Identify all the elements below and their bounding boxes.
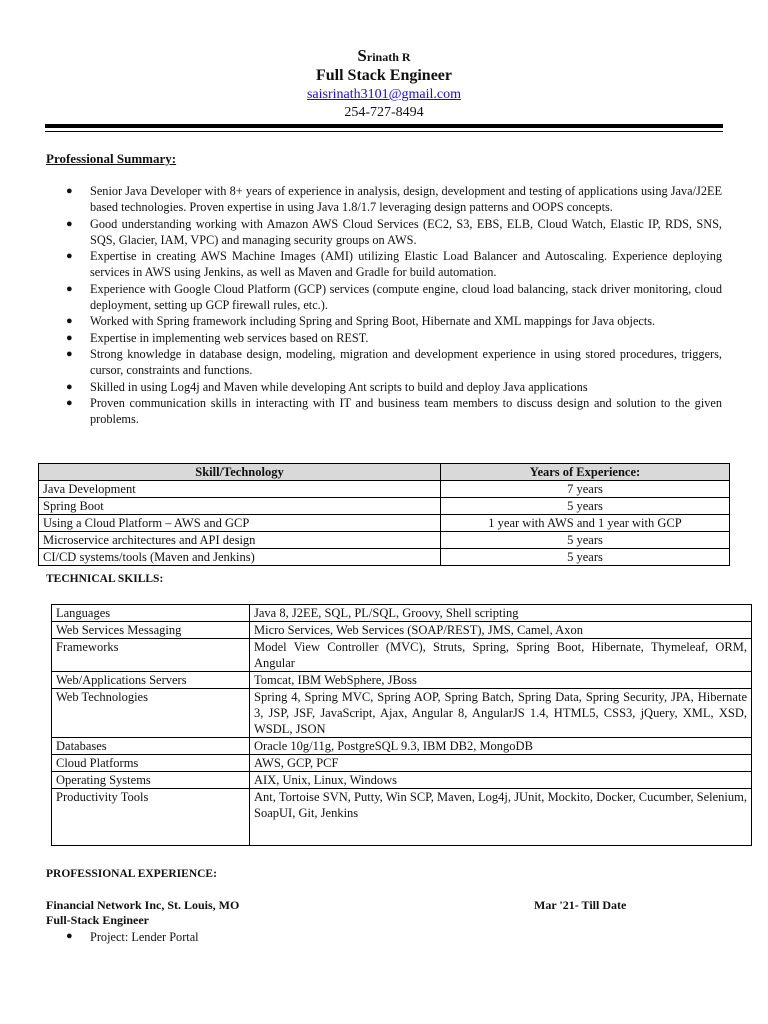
candidate-name: [0, 48, 768, 65]
skill-cell: Java Development: [39, 481, 441, 498]
table-row: [39, 498, 730, 515]
years-cell: 1 year with AWS and 1 year with GCP: [441, 515, 730, 532]
resume-header: [0, 48, 768, 122]
experience-table: [38, 463, 730, 566]
name-rest: rinath R: [366, 50, 411, 64]
list-item: [66, 313, 722, 329]
items-cell: Java 8, J2EE, SQL, PL/SQL, Groovy, Shell scripting: [250, 605, 752, 622]
table-row: [52, 738, 752, 755]
items-cell: Micro Services, Web Services (SOAP/REST), JMS, Camel, Axon: [250, 622, 752, 639]
skill-cell: Microservice architectures and API design: [39, 532, 441, 549]
table-row: [52, 789, 752, 846]
bullet-text: Proven communication skills in interacting with IT and business team members to discuss design and solution to the given problems.: [90, 396, 722, 426]
bullet-icon: ●: [66, 282, 73, 295]
table-row: [52, 672, 752, 689]
bullet-icon: ●: [66, 930, 73, 942]
phone-number: 254-727-8494: [344, 105, 424, 120]
header-years: Years of Experience:: [441, 464, 730, 481]
technical-skills-table: [51, 604, 752, 846]
items-cell: Ant, Tortoise SVN, Putty, Win SCP, Maven, Log4j, JUnit, Mockito, Docker, Cucumber, Selenium, SoapUI, Git, Jenkins: [250, 789, 752, 846]
list-item: [66, 330, 722, 346]
role-title: Full-Stack Engineer: [46, 913, 150, 927]
professional-experience-heading: PROFESSIONAL EXPERIENCE:: [46, 868, 217, 880]
years-cell: 7 years: [441, 481, 730, 498]
employment-dates: Mar '21- Till Date: [534, 898, 627, 912]
summary-heading: Professional Summary:: [46, 151, 177, 166]
items-cell: Model View Controller (MVC), Struts, Spring, Spring Boot, Hibernate, Thymeleaf, ORM, Angular: [250, 639, 752, 672]
items-cell: AWS, GCP, PCF: [250, 755, 752, 772]
bullet-icon: ●: [66, 331, 73, 344]
category-cell: Operating Systems: [52, 772, 250, 789]
bullet-icon: ●: [66, 185, 73, 197]
items-cell: AIX, Unix, Linux, Windows: [250, 772, 752, 789]
bullet-icon: ●: [66, 217, 73, 230]
table-row: [52, 689, 752, 738]
company-name: Financial Network Inc, St. Louis, MO: [46, 898, 240, 912]
items-cell: Tomcat, IBM WebSphere, JBoss: [250, 672, 752, 689]
bullet-text: Experience with Google Cloud Platform (GCP) services (compute engine, cloud load balancing, stack driver monitoring, cloud deployment, setting up GCP firewall rules, etc.).: [90, 281, 722, 312]
bullet-text: Worked with Spring framework including Spring and Spring Boot, Hibernate and XML mappings for Java objects.: [90, 314, 656, 328]
list-item: [66, 216, 722, 248]
items-cell: Oracle 10g/11g, PostgreSQL 9.3, IBM DB2, MongoDB: [250, 738, 752, 755]
bullet-icon: ●: [66, 348, 73, 360]
header-divider-thick: [45, 124, 723, 128]
years-cell: 5 years: [441, 532, 730, 549]
table-row: [52, 605, 752, 622]
table-row: [39, 481, 730, 498]
summary-list: [66, 183, 722, 428]
category-cell: Databases: [52, 738, 250, 755]
category-cell: Productivity Tools: [52, 789, 250, 846]
bullet-icon: ●: [66, 397, 73, 409]
category-cell: Frameworks: [52, 639, 250, 672]
table-row: [52, 622, 752, 639]
job-title: Full Stack Engineer: [315, 67, 452, 84]
years-cell: 5 years: [441, 549, 730, 566]
bullet-text: Skilled in using Log4j and Maven while developing Ant scripts to build and deploy Java applications: [90, 379, 588, 394]
bullet-text: Senior Java Developer with 8+ years of experience in analysis, design, development and testing of applications using Java/J2EE based technologies. Proven expertise in using Java 1.8/1.7 leveraging design patterns and OOPS concepts.: [90, 184, 722, 214]
bullet-icon: ●: [66, 315, 73, 327]
bullet-text: Good understanding working with Amazon AWS Cloud Services (EC2, S3, EBS, ELB, Cloud Watch, Elastic IP, RDS, SNS, SQS, Glacier, IAM, VPC) and managing security groups on AWS.: [90, 216, 722, 247]
skill-cell: Spring Boot: [39, 498, 441, 515]
table-row: [39, 532, 730, 549]
bullet-icon: ●: [66, 380, 73, 393]
bullet-icon: ●: [66, 250, 73, 262]
years-cell: 5 years: [441, 498, 730, 515]
header-skill: Skill/Technology: [39, 464, 441, 481]
table-header-row: [39, 464, 730, 481]
category-cell: Web Technologies: [52, 689, 250, 738]
bullet-text: Expertise in implementing web services based on REST.: [90, 330, 369, 345]
project-item: [66, 930, 199, 945]
category-cell: Languages: [52, 605, 250, 622]
list-item: [66, 183, 722, 215]
email-link[interactable]: saisrinath3101@gmail.com: [306, 87, 462, 102]
category-cell: Cloud Platforms: [52, 755, 250, 772]
header-divider-thin: [45, 131, 723, 132]
bullet-text: Strong knowledge in database design, modeling, migration and development experience in using stored procedures, triggers, cursor, constraints and functions.: [90, 347, 722, 377]
category-cell: Web/Applications Servers: [52, 672, 250, 689]
category-cell: Web Services Messaging: [52, 622, 250, 639]
bullet-text: Expertise in creating AWS Machine Images (AMI) utilizing Elastic Load Balancer and Autoscaling. Experience deploying services in AWS using Jenkins, as well as Maven and Gradle for build automation.: [90, 249, 722, 279]
skill-cell: Using a Cloud Platform – AWS and GCP: [39, 515, 441, 532]
list-item: [66, 346, 722, 378]
table-row: [52, 772, 752, 789]
name-initial: S: [357, 46, 367, 65]
items-cell: Spring 4, Spring MVC, Spring AOP, Spring Batch, Spring Data, Spring Security, JPA, Hibernate 3, JSP, JSF, JavaScript, Ajax, Angular 8, AngularJS 1.4, HTML5, CSS3, jQuery, XML, XSD, WSDL, JSON: [250, 689, 752, 738]
project-text: Project: Lender Portal: [90, 930, 199, 944]
table-row: [39, 515, 730, 532]
table-row: [52, 639, 752, 672]
table-row: [39, 549, 730, 566]
list-item: [66, 281, 722, 313]
list-item: [66, 395, 722, 427]
list-item: [66, 379, 722, 395]
skill-cell: CI/CD systems/tools (Maven and Jenkins): [39, 549, 441, 566]
table-row: [52, 755, 752, 772]
technical-skills-heading: TECHNICAL SKILLS:: [46, 573, 164, 585]
list-item: [66, 248, 722, 280]
